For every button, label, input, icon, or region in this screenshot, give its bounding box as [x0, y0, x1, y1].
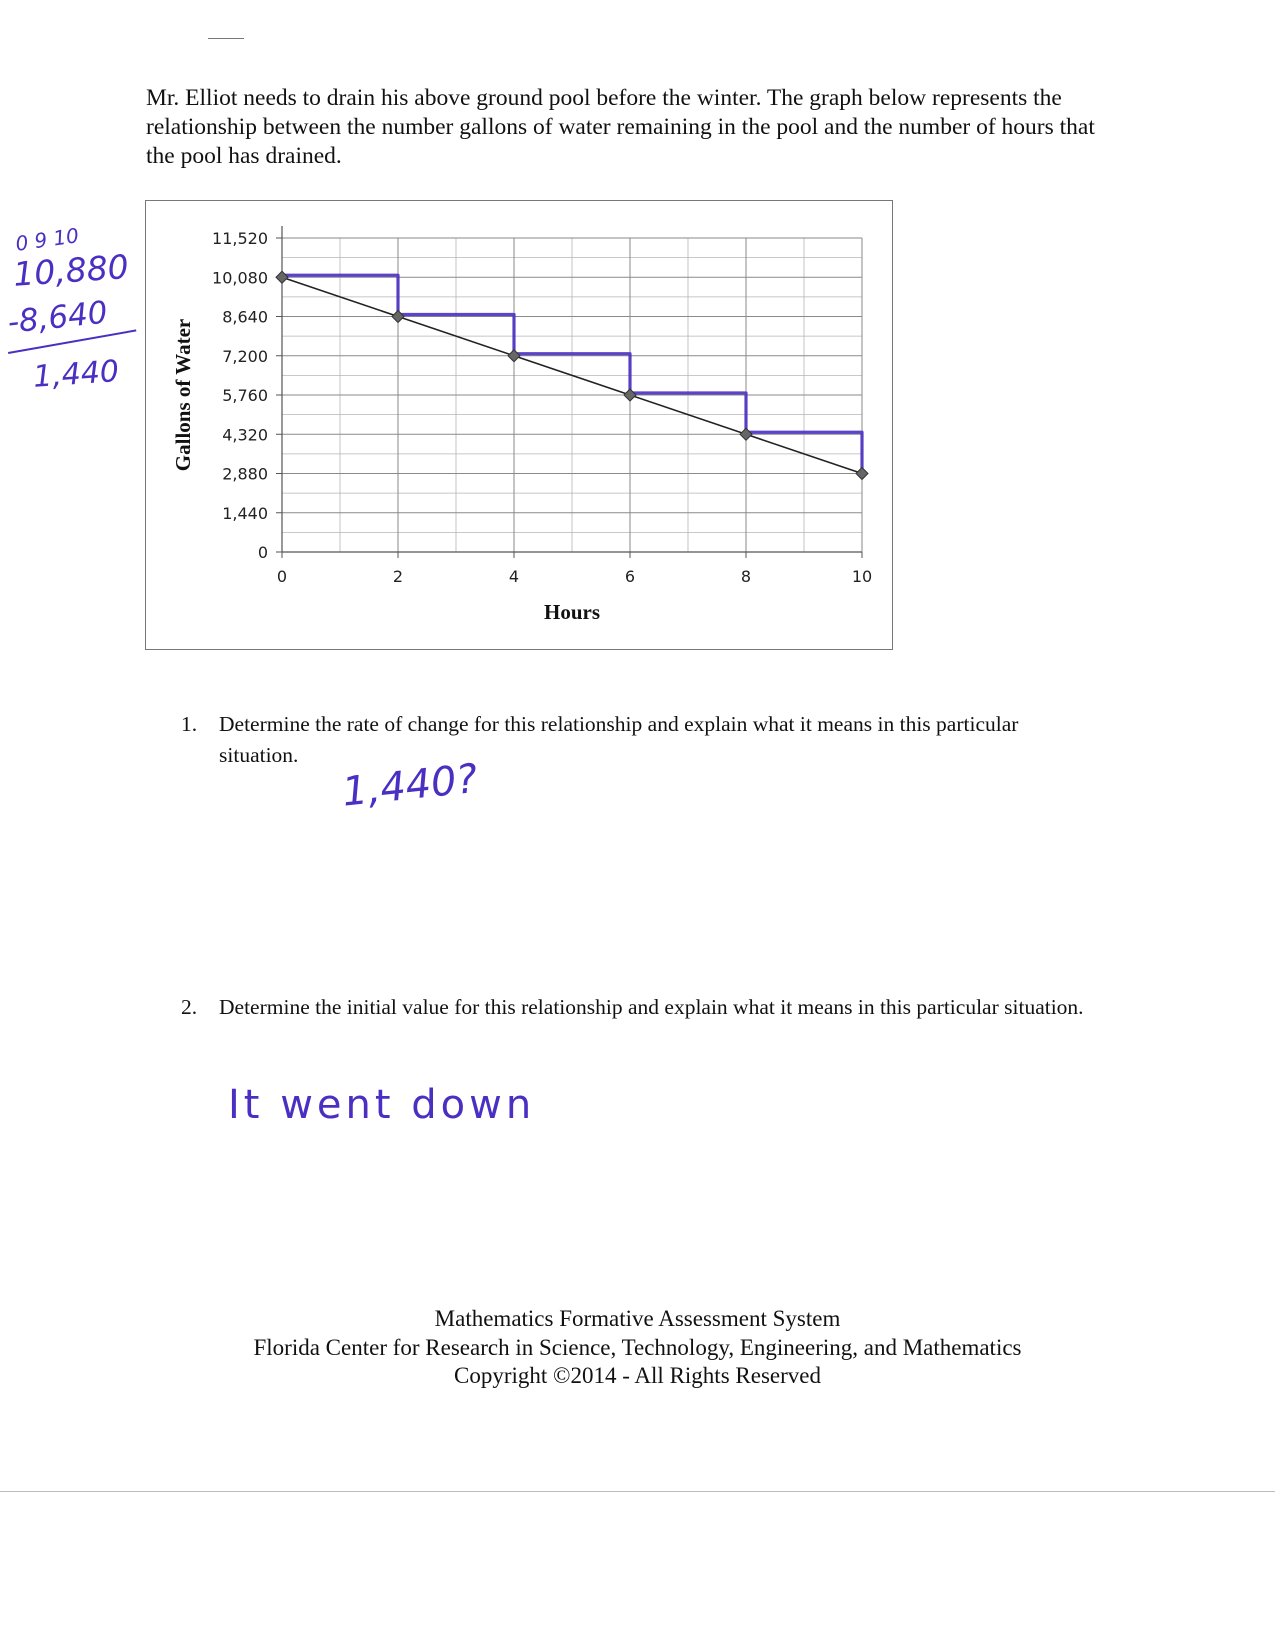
data-point [508, 350, 520, 362]
y-axis-title: Gallons of Water [171, 318, 195, 472]
y-tick-label: 2,880 [222, 464, 268, 484]
intro-paragraph: Mr. Elliot needs to drain his above ground pool before the winter. The graph below represents the relationship between the number gallons of water remaining in the pool and the number of hours that the pool has drained. [146, 85, 1095, 169]
data-point [740, 428, 752, 440]
bottom-scan-line [0, 1491, 1275, 1492]
data-point [856, 468, 868, 480]
x-tick-label: 6 [624, 567, 636, 586]
gallons-vs-hours-chart [146, 201, 891, 648]
footer-line-1: Mathematics Formative Assessment System [434, 1306, 841, 1331]
margin-note-line3: 1,440 [32, 354, 121, 395]
margin-note-line1: 10,880 [12, 246, 130, 294]
footer [0, 1305, 1275, 1391]
footer-line-2: Florida Center for Research in Science, Technology, Engineering, and Mathematics [253, 1334, 1022, 1360]
margin-note-top: 0 9 10 [14, 223, 81, 256]
x-tick-label: 10 [851, 567, 873, 586]
y-tick-label: 4,320 [222, 425, 268, 445]
chart-frame [145, 200, 893, 650]
question-1 [181, 709, 1101, 779]
y-tick-label: 7,200 [222, 346, 268, 366]
question-1-number: 1. [181, 712, 198, 736]
y-tick-label: 5,760 [222, 386, 268, 405]
x-tick-label: 8 [740, 567, 752, 586]
question-2-number: 2. [181, 995, 198, 1019]
data-point [624, 389, 636, 401]
x-axis-title: Hours [543, 600, 601, 624]
question-1-text: Determine the rate of change for this relationship and explain what it means in this particular situation. [219, 712, 1019, 767]
question-2 [181, 992, 1101, 1062]
y-tick-label: 0 [257, 543, 268, 562]
y-tick-label: 11,520 [212, 229, 268, 248]
top-scan-mark [208, 38, 244, 39]
question-2-text: Determine the initial value for this relationship and explain what it means in this particular situation. [219, 995, 1084, 1019]
answer-2-handwriting: It went down [228, 1082, 536, 1128]
answer-1-handwriting: 1,440? [340, 755, 480, 816]
y-tick-label: 8,640 [222, 307, 268, 327]
y-tick-label: 1,440 [222, 503, 268, 523]
data-point [276, 271, 288, 283]
x-tick-label: 2 [392, 567, 404, 586]
margin-note-line2: -8,640 [6, 294, 110, 341]
x-tick-label: 4 [508, 567, 520, 586]
x-tick-label: 0 [276, 567, 288, 586]
y-tick-label: 10,080 [212, 268, 268, 288]
footer-line-3: Copyright ©2014 - All Rights Reserved [454, 1363, 821, 1388]
data-point [392, 311, 404, 323]
